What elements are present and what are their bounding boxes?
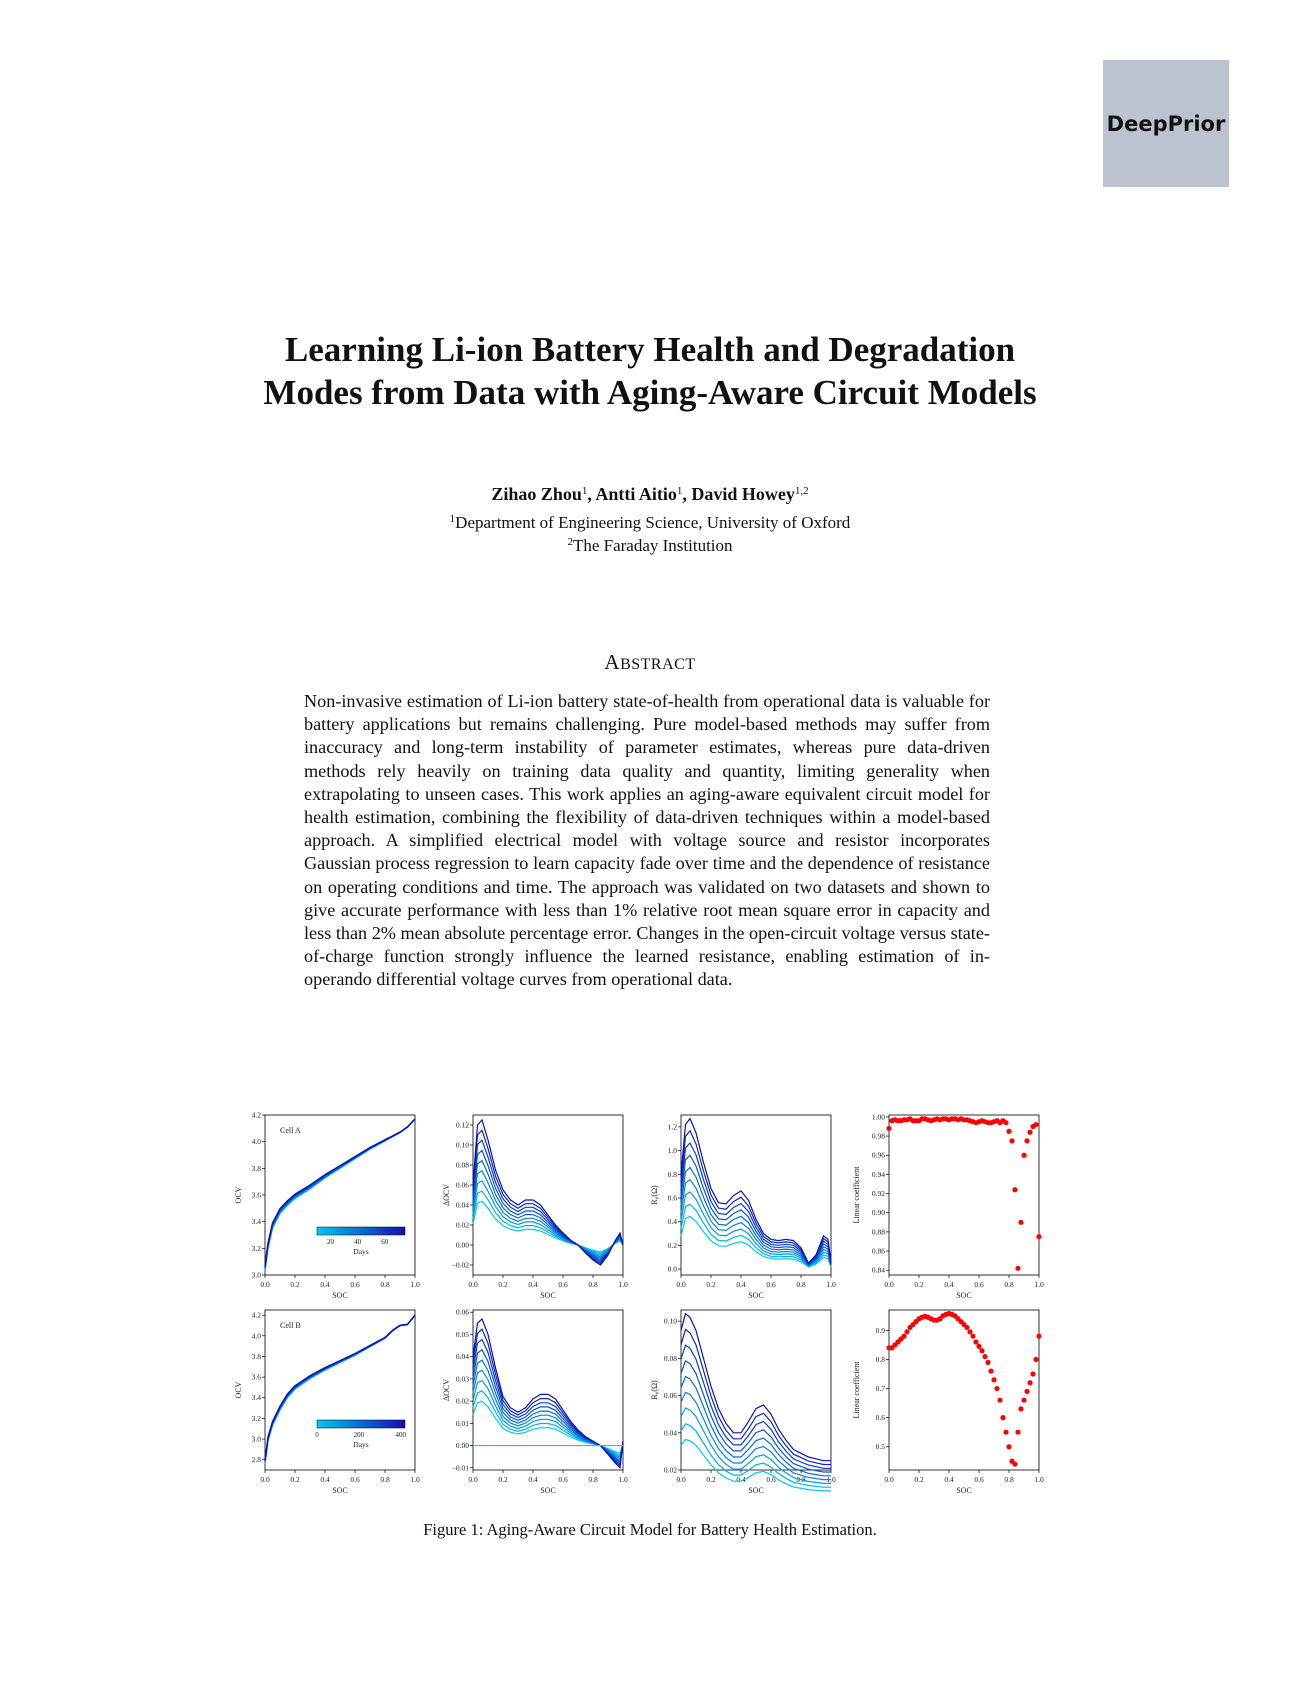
affiliation-text: The Faraday Institution	[572, 536, 733, 555]
data-point	[988, 1368, 993, 1373]
y-tick-label: 3.2	[251, 1413, 261, 1423]
chart-panel	[234, 1111, 420, 1301]
y-tick-label: 0.12	[455, 1120, 469, 1130]
colorbar-tick-label: 60	[381, 1238, 389, 1246]
x-tick-label: 0.2	[914, 1280, 924, 1289]
author-sup: 1	[676, 485, 683, 497]
data-point	[973, 1339, 978, 1344]
x-tick-label: 1.0	[410, 1475, 420, 1484]
y-tick-label: 0.00	[455, 1240, 469, 1250]
affiliation-text: Department of Engineering Science, University of Oxford	[455, 513, 851, 532]
series-line	[473, 1120, 623, 1265]
y-tick-label: 4.0	[251, 1137, 261, 1147]
y-tick-label: 0.10	[663, 1316, 677, 1326]
colorbar-label: Days	[353, 1440, 369, 1449]
y-tick-label: 1.0	[667, 1146, 677, 1156]
x-tick-label: 0.2	[914, 1475, 924, 1484]
series-line	[265, 1315, 415, 1464]
colorbar	[317, 1227, 405, 1235]
colorbar-tick-label: 20	[327, 1238, 335, 1246]
figure-1-panels	[225, 1105, 1095, 1515]
chart-panel	[234, 1310, 420, 1495]
x-tick-label: 0.0	[676, 1475, 686, 1484]
x-tick-label: 1.0	[410, 1280, 420, 1289]
x-tick-label: 0.2	[290, 1280, 300, 1289]
y-tick-label: 0.84	[871, 1265, 885, 1275]
y-axis-label: OCV	[234, 1381, 243, 1399]
y-tick-label: 3.4	[251, 1393, 261, 1403]
x-tick-label: 0.0	[260, 1475, 270, 1484]
y-tick-label: 4.2	[251, 1110, 261, 1120]
author-name: Zihao Zhou	[491, 484, 582, 504]
x-tick-label: 0.4	[944, 1280, 954, 1289]
colorbar-tick-label: 200	[353, 1431, 365, 1439]
x-tick-label: 0.2	[706, 1475, 716, 1484]
data-point	[1033, 1122, 1038, 1127]
x-tick-label: 0.8	[796, 1475, 806, 1484]
y-tick-label: 0.04	[455, 1200, 469, 1210]
author-sup: 1	[581, 485, 588, 497]
y-tick-label: 0.03	[455, 1374, 469, 1384]
series-line	[681, 1168, 831, 1266]
figure-caption: Figure 1: Aging-Aware Circuit Model for Battery Health Estimation.	[423, 1520, 877, 1539]
data-point	[1006, 1129, 1011, 1134]
x-tick-label: 0.2	[706, 1280, 716, 1289]
series-line	[265, 1315, 415, 1460]
x-tick-label: 1.0	[826, 1280, 836, 1289]
x-tick-label: 0.4	[528, 1280, 538, 1289]
colorbar-tick-label: 0	[315, 1431, 319, 1439]
y-tick-label: 0.4	[667, 1217, 677, 1227]
y-tick-label: 3.6	[251, 1190, 261, 1200]
y-tick-label: 0.05	[455, 1329, 469, 1339]
x-tick-label: 0.8	[1004, 1280, 1014, 1289]
author-name: David Howey	[691, 484, 795, 504]
x-tick-label: 0.6	[974, 1280, 984, 1289]
y-tick-label: −0.02	[451, 1260, 469, 1270]
series-line	[681, 1329, 831, 1464]
y-tick-label: 3.6	[251, 1372, 261, 1382]
y-tick-label: 3.2	[251, 1243, 261, 1253]
chart-panel	[650, 1115, 836, 1300]
y-axis-label: R₀(Ω)	[650, 1185, 659, 1205]
y-tick-label: 3.4	[251, 1217, 261, 1227]
y-axis-label: ΔOCV	[442, 1183, 451, 1207]
series-line	[265, 1315, 415, 1462]
colorbar	[317, 1420, 405, 1428]
chart-panel	[852, 1112, 1044, 1300]
series-line	[265, 1119, 415, 1269]
data-point	[1003, 1430, 1008, 1435]
y-tick-label: 0.98	[871, 1131, 885, 1141]
data-point	[964, 1325, 969, 1330]
x-tick-label: 0.6	[766, 1475, 776, 1484]
data-point	[1012, 1462, 1017, 1467]
y-axis-label: R₀(Ω)	[650, 1380, 659, 1400]
y-tick-label: 0.94	[871, 1169, 885, 1179]
x-tick-label: 0.0	[884, 1475, 894, 1484]
y-tick-label: 0.2	[667, 1240, 677, 1250]
data-point	[886, 1126, 891, 1131]
x-tick-label: 0.8	[796, 1280, 806, 1289]
chart-panel	[650, 1310, 836, 1495]
x-tick-label: 0.2	[498, 1280, 508, 1289]
series-line	[265, 1315, 415, 1463]
x-tick-label: 0.0	[260, 1280, 270, 1289]
data-point	[985, 1360, 990, 1365]
data-point	[976, 1344, 981, 1349]
data-point	[1036, 1234, 1041, 1239]
y-axis-label: ΔOCV	[442, 1378, 451, 1402]
data-point	[1027, 1380, 1032, 1385]
y-tick-label: 0.8	[875, 1354, 885, 1364]
y-tick-label: 0.08	[663, 1353, 677, 1363]
plot-frame	[889, 1115, 1039, 1275]
y-tick-label: 3.0	[251, 1434, 261, 1444]
affiliation-sup: 2	[567, 536, 573, 548]
author-list: Zihao Zhou$^1$, Antti Aitio$^1$, David Howey$^{1,2}$	[491, 484, 809, 504]
data-point	[1027, 1130, 1032, 1135]
y-tick-label: 0.00	[455, 1441, 469, 1451]
y-tick-label: 0.06	[663, 1391, 677, 1401]
data-point	[970, 1334, 975, 1339]
x-tick-label: 1.0	[618, 1475, 628, 1484]
data-point	[1012, 1187, 1017, 1192]
plot-frame	[889, 1310, 1039, 1470]
y-tick-label: 0.96	[871, 1150, 885, 1160]
x-tick-label: 0.2	[290, 1475, 300, 1484]
series-line	[473, 1130, 623, 1263]
data-point	[1036, 1334, 1041, 1339]
x-tick-label: 0.6	[974, 1475, 984, 1484]
series-line	[265, 1119, 415, 1267]
chart-panel	[442, 1308, 628, 1495]
series-line	[681, 1314, 831, 1461]
data-point	[1015, 1430, 1020, 1435]
abstract-text: Non-invasive estimation of Li-ion battery state-of-health from operational data is valuable for battery applications but remains challenging. Pure model-based methods may suffer from inaccuracy and long-term instability of parameter estimates, whereas pure data-driven methods rely heavily on training data quality and quantity, limiting generality when extrapolating to unseen cases. This work applies an aging-aware equivalent circuit model for health estimation, combining the flexibility of data-driven techniques within a model-based approach. A simplified electrical model with voltage source and resistor incorporates Gaussian process regression to learn capacity fade over time and the dependence of resistance on operating conditions and time. The approach was validated on two datasets and shown to give accurate performance with less than 1% relative root mean square error in capacity and less than 2% mean absolute percentage error. Changes in the open-circuit voltage versus state-of-charge function strongly influence the learned resistance, enabling estimation of in-operando differential voltage curves from operational data.	[304, 691, 990, 990]
y-tick-label: 0.02	[663, 1465, 677, 1475]
data-point	[1030, 1371, 1035, 1376]
y-tick-label: 3.0	[251, 1270, 261, 1280]
author-name: Antti Aitio	[595, 484, 677, 504]
y-tick-label: 0.02	[455, 1220, 469, 1230]
panel-annotation: Cell B	[280, 1321, 301, 1330]
x-tick-label: 0.8	[588, 1475, 598, 1484]
x-tick-label: 0.4	[736, 1475, 746, 1484]
y-tick-label: 0.02	[455, 1396, 469, 1406]
data-point	[967, 1329, 972, 1334]
y-tick-label: 0.7	[875, 1384, 885, 1394]
author-sup: 1,2	[794, 485, 809, 497]
y-tick-label: 0.8	[667, 1169, 677, 1179]
y-tick-label: 2.8	[251, 1455, 261, 1465]
x-axis-label: SOC	[956, 1291, 972, 1300]
x-axis-label: SOC	[540, 1291, 556, 1300]
y-tick-label: 4.2	[251, 1310, 261, 1320]
abstract-heading-first: A	[604, 650, 621, 674]
title-line-1: Learning Li-ion Battery Health and Degradation	[284, 330, 1016, 369]
x-tick-label: 0.4	[320, 1280, 330, 1289]
y-tick-label: 0.6	[875, 1413, 885, 1423]
y-axis-label: Linear coefficient	[852, 1361, 861, 1419]
data-point	[997, 1398, 1002, 1403]
y-tick-label: 0.04	[455, 1352, 469, 1362]
series-line	[473, 1171, 623, 1257]
x-tick-label: 0.8	[588, 1280, 598, 1289]
y-tick-label: 0.9	[875, 1325, 885, 1335]
x-tick-label: 1.0	[826, 1475, 836, 1484]
y-tick-label: 3.8	[251, 1163, 261, 1173]
series-line	[265, 1315, 415, 1461]
x-tick-label: 0.4	[944, 1475, 954, 1484]
data-point	[1033, 1357, 1038, 1362]
abstract-heading	[150, 650, 1150, 675]
x-tick-label: 1.0	[1034, 1280, 1044, 1289]
data-point	[1021, 1153, 1026, 1158]
y-tick-label: 0.90	[871, 1208, 885, 1218]
data-point	[1009, 1138, 1014, 1143]
series-line	[681, 1192, 831, 1266]
plot-frame	[265, 1310, 415, 1470]
x-tick-label: 0.8	[1004, 1475, 1014, 1484]
data-point	[1018, 1406, 1023, 1411]
x-axis-label: SOC	[748, 1486, 764, 1495]
x-tick-label: 0.0	[468, 1280, 478, 1289]
data-point	[982, 1354, 987, 1359]
x-tick-label: 1.0	[618, 1280, 628, 1289]
y-tick-label: 0.0	[667, 1264, 677, 1274]
colorbar-label: Days	[353, 1247, 369, 1256]
x-tick-label: 0.4	[320, 1475, 330, 1484]
series-line	[265, 1315, 415, 1460]
data-point	[991, 1377, 996, 1382]
series-line	[265, 1119, 415, 1271]
x-tick-label: 1.0	[1034, 1475, 1044, 1484]
series-line	[265, 1119, 415, 1268]
y-tick-label: 4.0	[251, 1331, 261, 1341]
plot-frame	[265, 1115, 415, 1275]
chart-panel	[442, 1115, 628, 1300]
data-point	[1024, 1138, 1029, 1143]
y-tick-label: 0.06	[455, 1307, 469, 1317]
abstract-heading-rest: BSTRACT	[620, 656, 696, 673]
x-tick-label: 0.6	[558, 1475, 568, 1484]
affiliation-2	[150, 536, 1150, 556]
badge-label: DeepPrior	[1106, 111, 1226, 136]
title-line-2: Modes from Data with Aging-Aware Circuit Models	[263, 373, 1037, 412]
x-tick-label: 0.0	[884, 1280, 894, 1289]
x-axis-label: SOC	[332, 1486, 348, 1495]
x-axis-label: SOC	[956, 1486, 972, 1495]
x-tick-label: 0.8	[380, 1475, 390, 1484]
y-tick-label: 0.01	[455, 1418, 469, 1428]
data-point	[1018, 1220, 1023, 1225]
x-tick-label: 0.0	[676, 1280, 686, 1289]
series-line	[265, 1119, 415, 1270]
y-tick-label: 0.6	[667, 1193, 677, 1203]
series-line	[681, 1119, 831, 1264]
x-axis-label: SOC	[540, 1486, 556, 1495]
y-tick-label: 1.2	[667, 1122, 677, 1132]
colorbar-tick-label: 40	[354, 1238, 362, 1246]
series-line	[265, 1119, 415, 1266]
paper-title	[150, 328, 1150, 414]
y-tick-label: 0.06	[455, 1180, 469, 1190]
plot-frame	[681, 1310, 831, 1470]
x-tick-label: 0.6	[350, 1280, 360, 1289]
data-point	[1003, 1120, 1008, 1125]
x-tick-label: 0.4	[528, 1475, 538, 1484]
data-point	[1024, 1389, 1029, 1394]
y-tick-label: 0.92	[871, 1189, 885, 1199]
y-tick-label: 0.88	[871, 1227, 885, 1237]
data-point	[904, 1329, 909, 1334]
data-point	[1021, 1398, 1026, 1403]
data-point	[1006, 1444, 1011, 1449]
x-tick-label: 0.4	[736, 1280, 746, 1289]
panel-annotation: Cell A	[280, 1126, 301, 1135]
y-tick-label: −0.01	[451, 1463, 469, 1473]
y-axis-label: Linear coefficient	[852, 1166, 861, 1224]
x-tick-label: 0.6	[766, 1280, 776, 1289]
y-tick-label: 0.08	[455, 1160, 469, 1170]
x-axis-label: SOC	[748, 1291, 764, 1300]
deepprior-badge	[1103, 60, 1229, 187]
data-point	[979, 1348, 984, 1353]
chart-panel	[852, 1310, 1044, 1495]
data-point	[1015, 1266, 1020, 1271]
y-tick-label: 0.86	[871, 1246, 885, 1256]
y-tick-label: 0.10	[455, 1140, 469, 1150]
y-tick-label: 3.8	[251, 1351, 261, 1361]
y-tick-label: 0.04	[663, 1428, 677, 1438]
x-tick-label: 0.6	[558, 1280, 568, 1289]
x-tick-label: 0.0	[468, 1475, 478, 1484]
x-tick-label: 0.6	[350, 1475, 360, 1484]
y-axis-label: OCV	[234, 1186, 243, 1204]
y-tick-label: 0.5	[875, 1442, 885, 1452]
data-point	[901, 1334, 906, 1339]
colorbar-tick-label: 400	[395, 1431, 407, 1439]
y-tick-label: 1.00	[871, 1112, 885, 1122]
x-axis-label: SOC	[332, 1291, 348, 1300]
data-point	[994, 1386, 999, 1391]
data-point	[1000, 1415, 1005, 1420]
x-tick-label: 0.2	[498, 1475, 508, 1484]
affiliation-sup: 1	[449, 513, 456, 525]
x-tick-label: 0.8	[380, 1280, 390, 1289]
affiliation-1	[150, 513, 1150, 533]
